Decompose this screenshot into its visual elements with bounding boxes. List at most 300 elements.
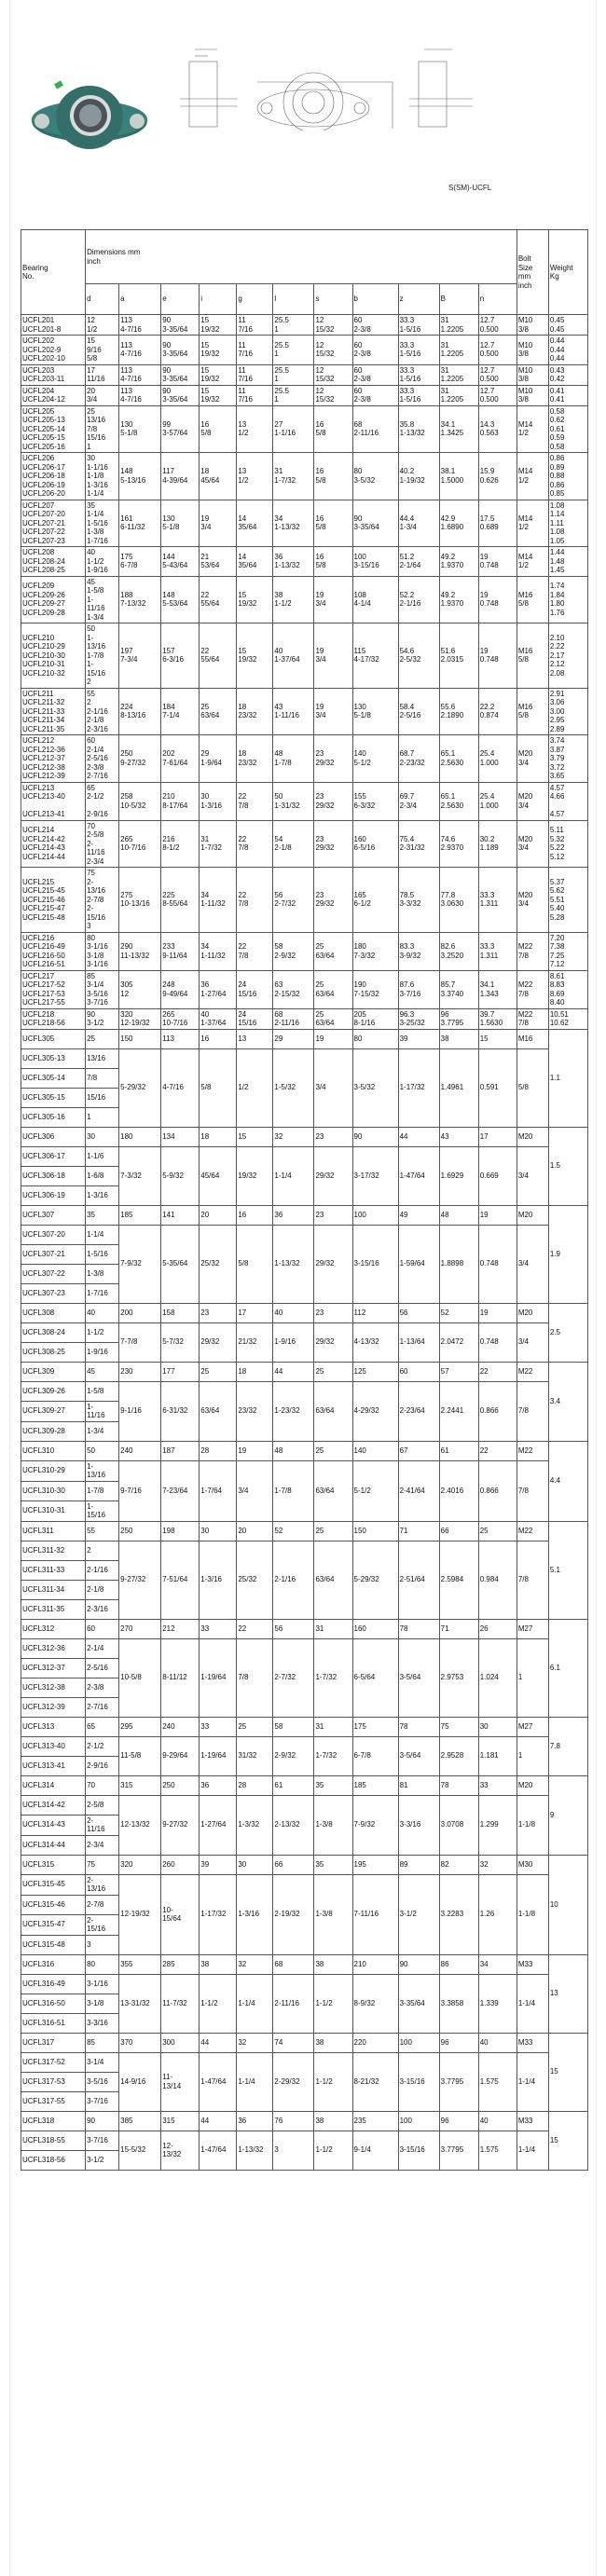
cell-s: 25 xyxy=(314,1521,352,1541)
cell-e: 148 5-53/64 xyxy=(161,576,200,623)
cell-B: 57 xyxy=(439,1362,478,1381)
table-subrow xyxy=(21,1460,588,1481)
cell-b: 112 xyxy=(352,1303,398,1322)
cell-z: 58.4 2-5/16 xyxy=(398,688,439,735)
cell-B: 82.6 3.2520 xyxy=(439,932,478,970)
cell-l: 27 1-1/16 xyxy=(273,405,314,453)
cell-bolt: M20 xyxy=(516,1303,548,1322)
cell-s: 23 xyxy=(314,1303,352,1322)
table-row xyxy=(21,336,588,365)
cell-e: 250 xyxy=(161,1775,200,1795)
bearing-no-cell: UCFL317-55 xyxy=(21,2091,86,2111)
cell-i: 36 1-27/64 xyxy=(200,970,237,1008)
bearing-no-cell: UCFL312-38 xyxy=(21,1678,86,1697)
bearing-no-cell: UCFL308-25 xyxy=(21,1342,86,1362)
cell-n: 12.7 0.500 xyxy=(478,364,516,385)
cell-inch-s: 1-1/2 xyxy=(314,2131,352,2170)
cell-l: 61 xyxy=(273,1775,314,1795)
cell-b: 160 6-5/16 xyxy=(352,820,398,868)
cell-inch-bolt: 3/4 xyxy=(516,1322,548,1362)
cell-a: 250 9-27/32 xyxy=(119,735,161,783)
cell-a: 200 xyxy=(119,1303,161,1322)
cell-inch-bolt: 5/8 xyxy=(516,1048,548,1127)
bearing-no-cell: UCFL312-36 xyxy=(21,1638,86,1658)
cell-inch-l: 1-23/32 xyxy=(273,1381,314,1441)
header-col-n: n xyxy=(478,284,516,315)
cell-l: 29 xyxy=(273,1029,314,1048)
cell-bolt: M20 3/4 xyxy=(516,868,548,933)
cell-d: 2- 13/16 xyxy=(86,1874,119,1895)
cell-s: 25 xyxy=(314,1441,352,1460)
cell-s: 23 29/32 xyxy=(314,820,352,868)
bearing-no-cell: UCFL205 UCFL205-13 UCFL205-14 UCFL205-15 UCFL205-16 xyxy=(21,405,86,453)
cell-inch-e: 7-51/64 xyxy=(161,1541,200,1619)
cell-i: 40 1-37/64 xyxy=(200,1008,237,1029)
cell-d: 7/8 xyxy=(86,1068,119,1088)
cell-bolt: M16 5/8 xyxy=(516,623,548,689)
cell-l: 25.5 1 xyxy=(273,385,314,405)
cell-s: 38 xyxy=(314,1954,352,1974)
cell-inch-bolt: 7/8 xyxy=(516,1541,548,1619)
cell-z: 78.5 3-3/32 xyxy=(398,868,439,933)
cell-weight: 1.1 xyxy=(548,1029,587,1127)
cell-d: 90 3-1/2 xyxy=(86,1008,119,1029)
table-row xyxy=(21,315,588,336)
table-subrow xyxy=(21,1874,588,1895)
cell-inch-B: 3.7795 xyxy=(439,2052,478,2111)
cell-inch-l: 2-13/32 xyxy=(273,1795,314,1855)
cell-n: 39.7 1.5630 xyxy=(478,1008,516,1029)
cell-n: 25 xyxy=(478,1521,516,1541)
bearing-no-cell: UCFL309-27 xyxy=(21,1401,86,1421)
bearing-no-cell: UCFL314 xyxy=(21,1775,86,1795)
bearing-no-cell: UCFL212 UCFL212-36 UCFL212-37 UCFL212-38 UCFL212-39 xyxy=(21,735,86,783)
cell-e: 248 9-49/64 xyxy=(161,970,200,1008)
table-row xyxy=(21,2033,588,2052)
cell-weight: 1.74 1.84 1.80 1.76 xyxy=(548,576,587,623)
cell-bolt: M22 xyxy=(516,1521,548,1541)
cell-i: 36 xyxy=(200,1775,237,1795)
cell-bolt: M14 1/2 xyxy=(516,547,548,577)
bearing-no-cell: UCFL317-52 xyxy=(21,2052,86,2072)
cell-z: 69.7 2-3/4 xyxy=(398,782,439,820)
cell-inch-e: 11-7/32 xyxy=(161,1974,200,2033)
cell-inch-B: 2.0472 xyxy=(439,1322,478,1362)
cell-n: 33.3 1.311 xyxy=(478,932,516,970)
cell-B: 31 1.2205 xyxy=(439,385,478,405)
cell-B: 96 3.7795 xyxy=(439,1008,478,1029)
cell-g: 22 7/8 xyxy=(237,868,273,933)
cell-e: 225 8-55/64 xyxy=(161,868,200,933)
cell-d: 3-7/16 xyxy=(86,2091,119,2111)
cell-i: 22 55/64 xyxy=(200,623,237,689)
cell-i: 15 19/32 xyxy=(200,385,237,405)
cell-n: 12.7 0.500 xyxy=(478,336,516,365)
cell-s: 23 29/32 xyxy=(314,735,352,783)
cell-i: 16 xyxy=(200,1029,237,1048)
cell-inch-z: 2-51/64 xyxy=(398,1541,439,1619)
cell-d: 3-1/8 xyxy=(86,1994,119,2013)
cell-d: 3 xyxy=(86,1935,119,1954)
cell-inch-l: 2-1/16 xyxy=(273,1541,314,1619)
cell-B: 96 xyxy=(439,2111,478,2131)
cell-z: 81 xyxy=(398,1775,439,1795)
cell-d: 30 xyxy=(86,1127,119,1146)
cell-inch-g: 7/8 xyxy=(237,1638,273,1717)
cell-inch-bolt: 1-1/4 xyxy=(516,2131,548,2170)
cell-n: 15 xyxy=(478,1029,516,1048)
cell-inch-a: 11-5/8 xyxy=(119,1736,161,1775)
cell-inch-a: 5-29/32 xyxy=(119,1048,161,1127)
cell-B: 31 1.2205 xyxy=(439,315,478,336)
cell-a: 224 8-13/16 xyxy=(119,688,161,735)
cell-d: 3-7/16 xyxy=(86,2131,119,2150)
cell-inch-e: 8-11/12 xyxy=(161,1638,200,1717)
cell-d: 75 2- 13/16 2-7/8 2- 15/16 3 xyxy=(86,868,119,933)
cell-B: 74.6 2.9370 xyxy=(439,820,478,868)
cell-i: 25 xyxy=(200,1362,237,1381)
cell-s: 12 15/32 xyxy=(314,336,352,365)
cell-d: 40 xyxy=(86,1303,119,1322)
cell-bolt: M22 xyxy=(516,1441,548,1460)
cell-B: 43 xyxy=(439,1127,478,1146)
bearing-no-cell: UCFL318-56 xyxy=(21,2150,86,2170)
cell-inch-bolt: 1-1/8 xyxy=(516,1874,548,1954)
cell-e: 260 xyxy=(161,1855,200,1874)
cell-s: 16 5/8 xyxy=(314,500,352,547)
cell-s: 25 63/64 xyxy=(314,970,352,1008)
cell-n: 19 xyxy=(478,1205,516,1225)
cell-n: 14.3 0.563 xyxy=(478,405,516,453)
cell-n: 32 xyxy=(478,1855,516,1874)
cell-d: 1-5/8 xyxy=(86,1381,119,1401)
cell-weight: 15 xyxy=(548,2111,587,2170)
cell-z: 100 xyxy=(398,2033,439,2052)
cell-inch-g: 1-3/16 xyxy=(237,1874,273,1954)
cell-inch-B: 2.4016 xyxy=(439,1460,478,1521)
cell-b: 185 xyxy=(352,1775,398,1795)
cell-s: 23 xyxy=(314,1205,352,1225)
cell-e: 265 10-7/16 xyxy=(161,1008,200,1029)
cell-bolt: M10 3/8 xyxy=(516,315,548,336)
cell-weight: 1.5 xyxy=(548,1127,587,1205)
cell-e: 233 9-11/64 xyxy=(161,932,200,970)
cell-d: 2-1/8 xyxy=(86,1580,119,1599)
page xyxy=(9,0,597,2576)
bearing-no-cell: UCFL305-14 xyxy=(21,1068,86,1088)
cell-a: 315 xyxy=(119,1775,161,1795)
table-row xyxy=(21,364,588,385)
cell-inch-e: 5-35/64 xyxy=(161,1225,200,1303)
cell-s: 12 15/32 xyxy=(314,385,352,405)
cell-g: 14 35/64 xyxy=(237,500,273,547)
bearing-no-cell: UCFL307-22 xyxy=(21,1264,86,1283)
bearing-no-cell: UCFL312-39 xyxy=(21,1697,86,1717)
cell-e: 134 xyxy=(161,1127,200,1146)
cell-inch-a: 12-13/32 xyxy=(119,1795,161,1855)
bearing-no-cell: UCFL306 xyxy=(21,1127,86,1146)
cell-weight: 4.4 xyxy=(548,1441,587,1521)
cell-B: 42.9 1.6890 xyxy=(439,500,478,547)
cell-inch-i: 5/8 xyxy=(200,1048,237,1127)
cell-d: 2-5/8 xyxy=(86,1795,119,1815)
cell-z: 49 xyxy=(398,1205,439,1225)
cell-bolt: M27 xyxy=(516,1619,548,1638)
table-subrow xyxy=(21,1795,588,1815)
cell-bolt: M10 3/8 xyxy=(516,385,548,405)
cell-b: 165 6-1/2 xyxy=(352,868,398,933)
table-row xyxy=(21,547,588,577)
bearing-no-cell: UCFL209 UCFL209-26 UCFL209-27 UCFL209-28 xyxy=(21,576,86,623)
cell-d: 50 xyxy=(86,1441,119,1460)
cell-inch-bolt: 7/8 xyxy=(516,1381,548,1441)
cell-d: 25 13/16 7/8 15/16 1 xyxy=(86,405,119,453)
cell-d: 13/16 xyxy=(86,1048,119,1068)
cell-B: 52 xyxy=(439,1303,478,1322)
cell-d: 1-1/2 xyxy=(86,1322,119,1342)
table-row xyxy=(21,1029,588,1048)
cell-d: 1-1/6 xyxy=(86,1146,119,1166)
bearing-no-cell: UCFL313-40 xyxy=(21,1736,86,1756)
cell-inch-bolt: 1-1/4 xyxy=(516,1974,548,2033)
cell-l: 58 xyxy=(273,1717,314,1736)
cell-inch-l: 2-11/16 xyxy=(273,1974,314,2033)
cell-d: 2- 15/16 xyxy=(86,1914,119,1935)
table-row xyxy=(21,820,588,868)
cell-z: 33.3 1-5/16 xyxy=(398,385,439,405)
cell-d: 20 3/4 xyxy=(86,385,119,405)
table-row xyxy=(21,1954,588,1974)
cell-n: 34 xyxy=(478,1954,516,1974)
cell-d: 80 3-1/16 3-1/8 3-1/16 xyxy=(86,932,119,970)
cell-weight: 0.43 0.42 xyxy=(548,364,587,385)
bearing-no-cell: UCFL309-28 xyxy=(21,1421,86,1441)
table-subrow xyxy=(21,2131,588,2150)
cell-s: 12 15/32 xyxy=(314,364,352,385)
cell-inch-i: 1-17/32 xyxy=(200,1874,237,1954)
cell-d: 70 xyxy=(86,1775,119,1795)
bearing-no-cell: UCFL305-15 xyxy=(21,1088,86,1107)
cell-B: 66 xyxy=(439,1521,478,1541)
cell-inch-b: 4-13/32 xyxy=(352,1322,398,1362)
bearing-no-cell: UCFL316 xyxy=(21,1954,86,1974)
cell-i: 28 xyxy=(200,1441,237,1460)
cell-inch-b: 7-11/16 xyxy=(352,1874,398,1954)
cell-e: 300 xyxy=(161,2033,200,2052)
cell-n: 34.1 1.343 xyxy=(478,970,516,1008)
bearing-no-cell: UCFL311-33 xyxy=(21,1560,86,1580)
bearing-no-cell: UCFL305-13 xyxy=(21,1048,86,1068)
cell-z: 96.3 3-25/32 xyxy=(398,1008,439,1029)
cell-d: 3-1/4 xyxy=(86,2052,119,2072)
cell-inch-b: 4-29/32 xyxy=(352,1381,398,1441)
cell-l: 25.5 1 xyxy=(273,336,314,365)
cell-inch-i: 1-47/64 xyxy=(200,2131,237,2170)
cell-s: 12 15/32 xyxy=(314,315,352,336)
table-row xyxy=(21,623,588,689)
cell-s: 31 xyxy=(314,1619,352,1638)
bearing-no-cell: UCFL316-50 xyxy=(21,1994,86,2013)
cell-d: 2-7/16 xyxy=(86,1697,119,1717)
cell-d: 2-1/2 xyxy=(86,1736,119,1756)
table-subrow xyxy=(21,1381,588,1401)
cell-d: 1-9/16 xyxy=(86,1342,119,1362)
cell-b: 235 xyxy=(352,2111,398,2131)
cell-e: 210 8-17/64 xyxy=(161,782,200,820)
cell-d: 1-3/16 xyxy=(86,1185,119,1205)
header-col-l: l xyxy=(273,284,314,315)
cell-inch-b: 5-29/32 xyxy=(352,1541,398,1619)
table-row xyxy=(21,735,588,783)
cell-g: 30 xyxy=(237,1855,273,1874)
cell-s: 38 xyxy=(314,2033,352,2052)
cell-a: 113 4-7/16 xyxy=(119,336,161,365)
cell-l: 38 1-1/2 xyxy=(273,576,314,623)
cell-d: 15 9/16 5/8 xyxy=(86,336,119,365)
cell-a: 305 12 xyxy=(119,970,161,1008)
cell-inch-s: 1-1/2 xyxy=(314,2052,352,2111)
cell-B: 51.6 2.0315 xyxy=(439,623,478,689)
cell-weight: 10.51 10.62 xyxy=(548,1008,587,1029)
cell-a: 175 6-7/8 xyxy=(119,547,161,577)
cell-inch-b: 7-9/32 xyxy=(352,1795,398,1855)
cell-n: 12.7 0.500 xyxy=(478,385,516,405)
cell-l: 54 2-1/8 xyxy=(273,820,314,868)
cell-s: 19 3/4 xyxy=(314,623,352,689)
cell-bolt: M20 3/4 xyxy=(516,820,548,868)
cell-z: 78 xyxy=(398,1717,439,1736)
table-subrow xyxy=(21,1638,588,1658)
cell-inch-g: 5/8 xyxy=(237,1225,273,1303)
cell-e: 130 5-1/8 xyxy=(161,500,200,547)
cell-inch-z: 1-13/64 xyxy=(398,1322,439,1362)
cell-inch-bolt: 3/4 xyxy=(516,1225,548,1303)
cell-inch-l: 1-7/8 xyxy=(273,1460,314,1521)
cell-g: 11 7/16 xyxy=(237,336,273,365)
cell-e: 90 3-35/64 xyxy=(161,336,200,365)
cell-a: 240 xyxy=(119,1441,161,1460)
cell-b: 108 4-1/4 xyxy=(352,576,398,623)
cell-B: 75 xyxy=(439,1717,478,1736)
bearing-no-cell: UCFL211 UCFL211-32 UCFL211-33 UCFL211-34 UCFL211-35 xyxy=(21,688,86,735)
bearing-no-cell: UCFL311 xyxy=(21,1521,86,1541)
cell-d: 1-3/8 xyxy=(86,1264,119,1283)
cell-weight: 1.44 1.48 1.45 xyxy=(548,547,587,577)
cell-d: 35 xyxy=(86,1205,119,1225)
cell-a: 150 xyxy=(119,1029,161,1048)
cell-n: 19 xyxy=(478,1303,516,1322)
cell-g: 17 xyxy=(237,1303,273,1322)
cell-a: 320 xyxy=(119,1855,161,1874)
cell-inch-z: 1-47/64 xyxy=(398,1146,439,1205)
bearing-no-cell: UCFL315-46 xyxy=(21,1895,86,1914)
cell-d: 2- 11/16 xyxy=(86,1815,119,1835)
table-subrow xyxy=(21,1541,588,1560)
cell-weight: 0.86 0.89 0.88 0.86 0.85 xyxy=(548,453,587,500)
cell-inch-n: 0.748 xyxy=(478,1322,516,1362)
cell-inch-e: 9-27/32 xyxy=(161,1795,200,1855)
cell-l: 32 xyxy=(273,1127,314,1146)
cell-a: 355 xyxy=(119,1954,161,1974)
cell-l: 48 1-7/8 xyxy=(273,735,314,783)
bearing-no-cell: UCFL314-44 xyxy=(21,1835,86,1855)
header-col-z: z xyxy=(398,284,439,315)
cell-bolt: M10 3/8 xyxy=(516,336,548,365)
cell-i: 30 1-3/16 xyxy=(200,782,237,820)
cell-z: 33.3 1-5/16 xyxy=(398,315,439,336)
cell-inch-g: 21/32 xyxy=(237,1322,273,1362)
header-weight: Weight Kg xyxy=(548,230,587,315)
cell-n: 40 xyxy=(478,2033,516,2052)
cell-inch-i: 63/64 xyxy=(200,1381,237,1441)
cell-d: 1-3/4 xyxy=(86,1421,119,1441)
table-subrow xyxy=(21,1974,588,1994)
cell-inch-e: 7-23/64 xyxy=(161,1460,200,1521)
cell-z: 71 xyxy=(398,1521,439,1541)
header-bolt-size: Bolt Size mm inch xyxy=(516,230,548,315)
cell-d: 1-5/16 xyxy=(86,1244,119,1264)
cell-d: 50 1- 13/16 1-7/8 1- 15/16 2 xyxy=(86,623,119,689)
cell-a: 230 xyxy=(119,1362,161,1381)
cell-b: 155 6-3/32 xyxy=(352,782,398,820)
cell-d: 60 xyxy=(86,1619,119,1638)
cell-e: 158 xyxy=(161,1303,200,1322)
cell-inch-n: 0.748 xyxy=(478,1225,516,1303)
bearing-no-cell: UCFL312 xyxy=(21,1619,86,1638)
cell-i: 33 xyxy=(200,1717,237,1736)
cell-inch-i: 25/32 xyxy=(200,1225,237,1303)
cell-d: 2 xyxy=(86,1541,119,1560)
bearing-no-cell: UCFL310-30 xyxy=(21,1481,86,1500)
cell-inch-i: 1-19/64 xyxy=(200,1736,237,1775)
cell-b: 140 xyxy=(352,1441,398,1460)
cell-bolt: M20 xyxy=(516,1775,548,1795)
cell-d: 55 2 2-1/16 2-1/8 2-3/16 xyxy=(86,688,119,735)
cell-inch-e: 9-29/64 xyxy=(161,1736,200,1775)
cell-z: 40.2 1-19/32 xyxy=(398,453,439,500)
cell-inch-b: 5-1/2 xyxy=(352,1460,398,1521)
cell-a: 161 6-11/32 xyxy=(119,500,161,547)
bearing-no-cell: UCFL202 UCFL202-9 UCFL202-10 xyxy=(21,336,86,365)
cell-b: 175 xyxy=(352,1717,398,1736)
cell-inch-a: 9-1/16 xyxy=(119,1381,161,1441)
cell-e: 141 xyxy=(161,1205,200,1225)
cell-inch-n: 0.866 xyxy=(478,1460,516,1521)
cell-l: 34 1-13/32 xyxy=(273,500,314,547)
bearing-no-cell: UCFL217 UCFL217-52 UCFL217-53 UCFL217-55 xyxy=(21,970,86,1008)
cell-inch-g: 31/32 xyxy=(237,1736,273,1775)
cell-inch-s: 1-3/8 xyxy=(314,1795,352,1855)
cell-a: 270 xyxy=(119,1619,161,1638)
cell-B: 31 1.2205 xyxy=(439,364,478,385)
cell-weight: 9 xyxy=(548,1775,587,1855)
cell-z: 51.2 2-1/64 xyxy=(398,547,439,577)
cell-e: 285 xyxy=(161,1954,200,1974)
cell-inch-b: 9-1/4 xyxy=(352,2131,398,2170)
cell-inch-z: 3-15/16 xyxy=(398,2131,439,2170)
cell-b: 100 xyxy=(352,1205,398,1225)
cell-e: 90 3-35/64 xyxy=(161,385,200,405)
cell-g: 14 35/64 xyxy=(237,547,273,577)
cell-z: 87.6 3-7/16 xyxy=(398,970,439,1008)
cell-g: 11 7/16 xyxy=(237,315,273,336)
cell-inch-a: 7-3/32 xyxy=(119,1146,161,1205)
cell-s: 35 xyxy=(314,1855,352,1874)
header-bearing-no: Bearing No. xyxy=(21,230,86,315)
cell-a: 290 11-13/32 xyxy=(119,932,161,970)
cell-bolt: M33 xyxy=(516,2111,548,2131)
cell-d: 90 xyxy=(86,2111,119,2131)
